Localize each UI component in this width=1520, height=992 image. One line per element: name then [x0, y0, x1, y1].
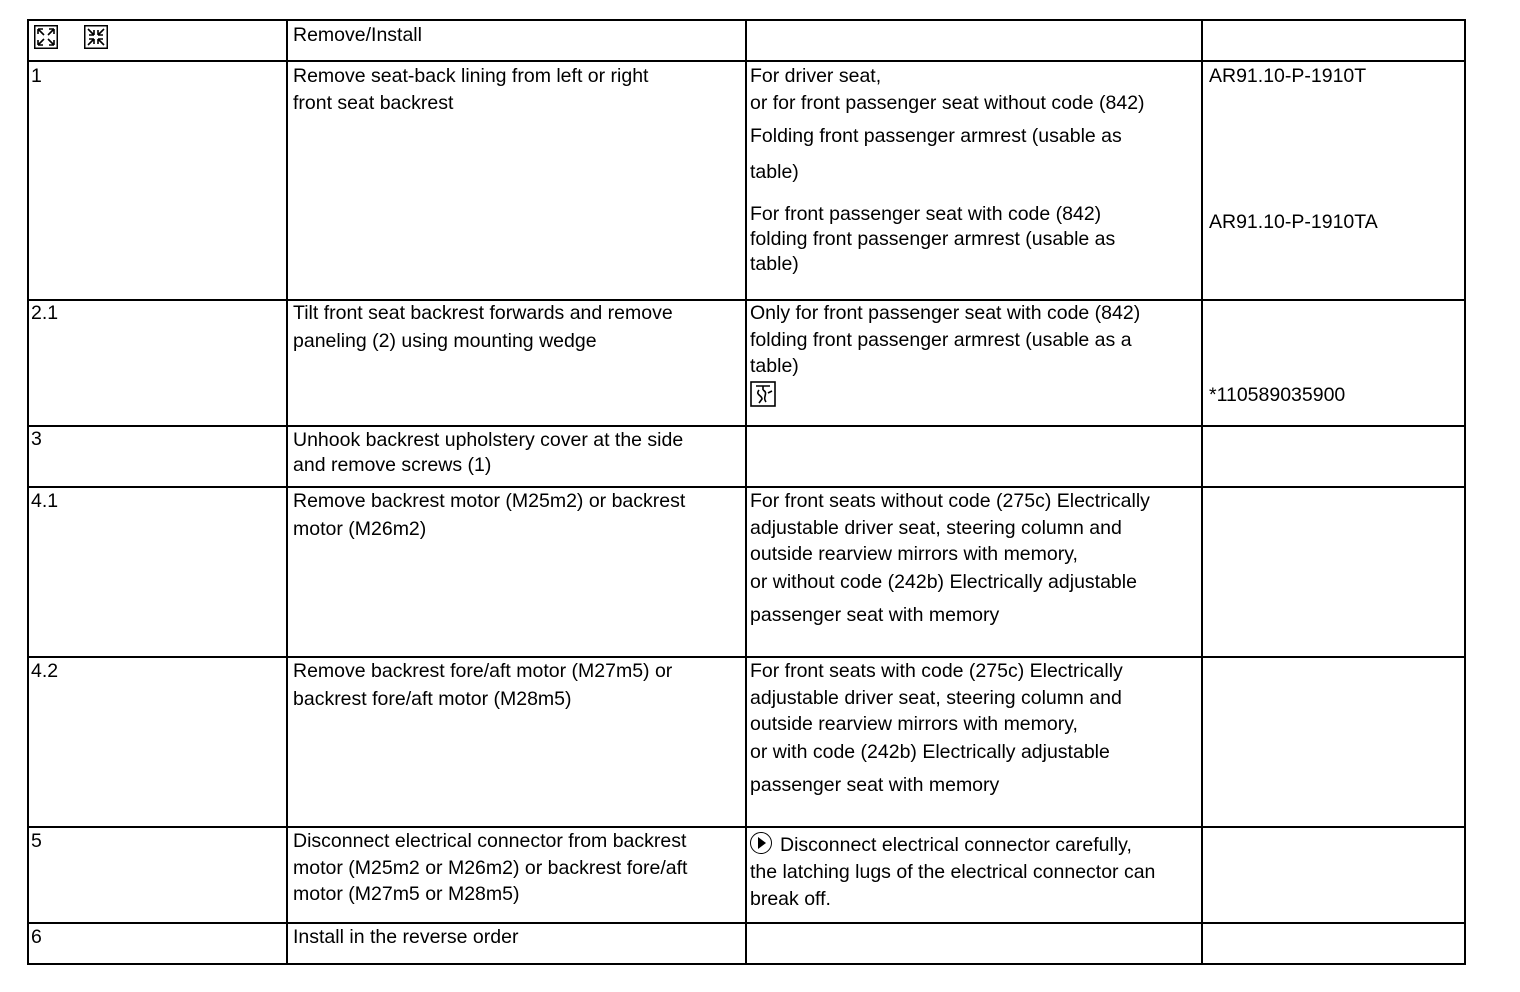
action-cell [287, 487, 746, 657]
table-row [28, 487, 1465, 657]
tool-number[interactable]: *110589035900 [1209, 384, 1346, 406]
action-text: Tilt front seat backrest forwards and remove [293, 302, 673, 324]
action-text: and remove screws (1) [293, 454, 492, 476]
condition-text: folding front passenger armrest (usable as a [750, 329, 1132, 351]
table-row [28, 300, 1465, 426]
procedure-table [27, 19, 1466, 965]
condition-text: or without code (242b) Electrically adjustable [750, 571, 1137, 593]
condition-cell [746, 487, 1202, 657]
step-cell [28, 426, 287, 487]
condition-cell [746, 827, 1202, 923]
action-text: backrest fore/aft motor (M28m5) [293, 688, 572, 710]
condition-text: outside rearview mirrors with memory, [750, 543, 1078, 565]
condition-text: For front passenger seat with code (842) [750, 203, 1102, 225]
step-number: 3 [31, 428, 42, 450]
reference-cell [1202, 426, 1465, 487]
table-row [28, 923, 1465, 964]
header-title: Remove/Install [293, 24, 422, 46]
step-cell [28, 300, 287, 426]
note-icon [750, 832, 772, 854]
reference-cell [1202, 923, 1465, 964]
condition-text: passenger seat with memory [750, 774, 1000, 796]
condition-cell [746, 300, 1202, 426]
step-number: 6 [31, 926, 42, 948]
action-text: front seat backrest [293, 92, 454, 114]
condition-text: table) [750, 161, 799, 183]
condition-text: passenger seat with memory [750, 604, 1000, 626]
condition-text: folding front passenger armrest (usable as [750, 228, 1116, 250]
header-icons-cell [28, 20, 287, 61]
reference-cell [1202, 300, 1465, 426]
header-title-cell [287, 20, 746, 61]
condition-text: table) [750, 355, 799, 377]
condition-text: For front seats without code (275c) Electrically [750, 490, 1150, 512]
condition-text: adjustable driver seat, steering column and [750, 517, 1122, 539]
condition-text: For driver seat, [750, 65, 882, 87]
action-text: motor (M27m5 or M28m5) [293, 883, 520, 905]
step-number: 5 [31, 830, 42, 852]
step-cell [28, 923, 287, 964]
action-text: Unhook backrest upholstery cover at the side [293, 429, 684, 451]
table-row [28, 61, 1465, 300]
step-number: 2.1 [31, 302, 59, 324]
action-text: paneling (2) using mounting wedge [293, 330, 597, 352]
expand-icon[interactable] [34, 25, 58, 49]
condition-cell [746, 923, 1202, 964]
note-text: Disconnect electrical connector carefully, [780, 834, 1132, 856]
action-text: Remove backrest motor (M25m2) or backrest [293, 490, 686, 512]
action-cell [287, 426, 746, 487]
action-text: motor (M25m2 or M26m2) or backrest fore/aft [293, 857, 688, 879]
step-cell [28, 487, 287, 657]
condition-text: Folding front passenger armrest (usable as [750, 125, 1122, 147]
condition-text: adjustable driver seat, steering column and [750, 687, 1122, 709]
condition-cell [746, 426, 1202, 487]
note-text: the latching lugs of the electrical connector can [750, 861, 1156, 883]
reference-cell [1202, 487, 1465, 657]
note-text: break off. [750, 888, 831, 910]
step-cell [28, 827, 287, 923]
condition-text: For front seats with code (275c) Electrically [750, 660, 1123, 682]
reference-cell [1202, 657, 1465, 827]
action-text: Remove backrest fore/aft motor (M27m5) or [293, 660, 673, 682]
condition-text: or with code (242b) Electrically adjustable [750, 741, 1110, 763]
action-text: motor (M26m2) [293, 518, 427, 540]
condition-cell [746, 657, 1202, 827]
condition-cell [746, 61, 1202, 300]
step-number: 4.1 [31, 490, 59, 512]
collapse-icon[interactable] [84, 25, 108, 49]
reference-cell [1202, 61, 1465, 300]
action-text: Disconnect electrical connector from backrest [293, 830, 687, 852]
table-row [28, 657, 1465, 827]
action-cell [287, 827, 746, 923]
action-cell [287, 61, 746, 300]
header-row [28, 20, 1465, 61]
step-number: 1 [31, 65, 42, 87]
reference-link[interactable]: AR91.10-P-1910TA [1209, 211, 1378, 233]
special-tool-icon[interactable] [750, 381, 776, 407]
step-number: 4.2 [31, 660, 59, 682]
table-row [28, 426, 1465, 487]
header-col4-cell [1202, 20, 1465, 61]
condition-text: table) [750, 253, 799, 275]
condition-text: Only for front passenger seat with code (842) [750, 302, 1141, 324]
action-cell [287, 923, 746, 964]
header-col3-cell [746, 20, 1202, 61]
step-cell [28, 61, 287, 300]
action-text: Install in the reverse order [293, 926, 519, 948]
reference-link[interactable]: AR91.10-P-1910T [1209, 65, 1367, 87]
condition-text: outside rearview mirrors with memory, [750, 713, 1078, 735]
action-text: Remove seat-back lining from left or right [293, 65, 649, 87]
condition-text: or for front passenger seat without code (842) [750, 92, 1145, 114]
action-cell [287, 657, 746, 827]
reference-cell [1202, 827, 1465, 923]
table-row [28, 827, 1465, 923]
step-cell [28, 657, 287, 827]
action-cell [287, 300, 746, 426]
